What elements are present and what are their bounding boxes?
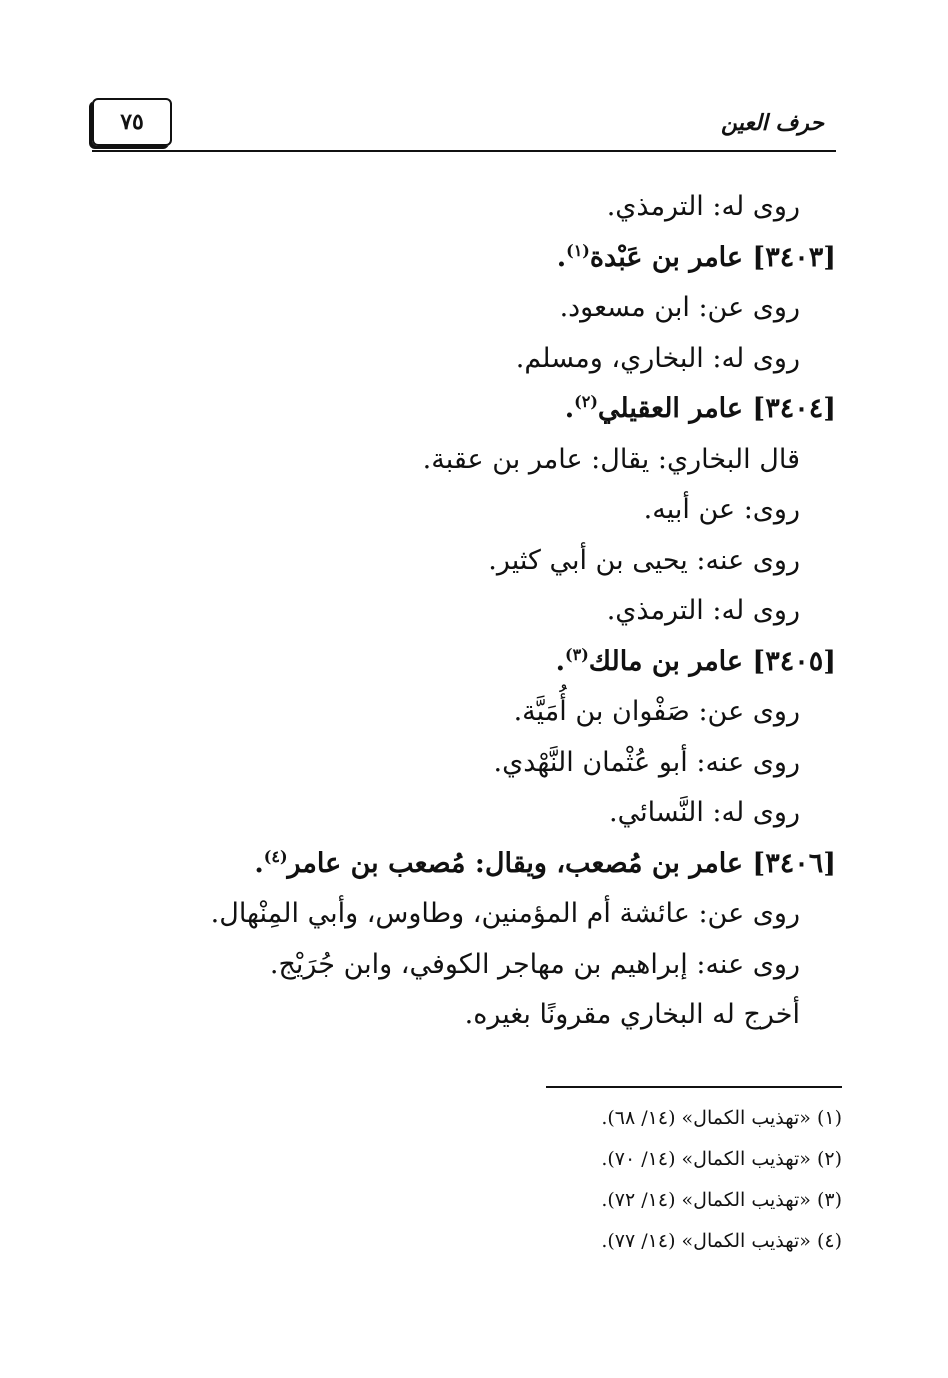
text-line: روى عن: صَفْوان بن أُمَيَّة. (513, 696, 800, 727)
running-head: حرف العين (720, 110, 824, 136)
footnote-separator (546, 1086, 842, 1088)
page-header (92, 96, 836, 152)
entry-heading: [٣٤٠٦] عامر بن مُصعب، ويقال: مُصعب بن عامر$^{(٤)}$. (254, 846, 836, 879)
text-line: روى عنه: يحيى بن أبي كثير. (488, 544, 800, 576)
footnote: (٣) «تهذيب الكمال» (١٤/ ٧٢). (601, 1189, 842, 1211)
footnote: (٤) «تهذيب الكمال» (١٤/ ٧٧). (601, 1230, 842, 1252)
header-rule (92, 150, 836, 152)
entry-heading: [٣٤٠٤] عامر العقيلي$^{(٢)}$. (564, 392, 836, 424)
footnote: (٢) «تهذيب الكمال» (١٤/ ٧٠). (601, 1148, 842, 1170)
text-line: روى عن: ابن مسعود. (559, 292, 800, 323)
text-line: قال البخاري: يقال: عامر بن عقبة. (422, 443, 800, 475)
text-line: روى له: البخاري، ومسلم. (515, 342, 800, 374)
text-line: روى عنه: أبو عُثْمان النَّهْدي. (493, 746, 800, 778)
page-number: ٧٥ (92, 98, 172, 146)
footnote: (١) «تهذيب الكمال» (١٤/ ٦٨). (601, 1107, 842, 1129)
text-line: روى له: الترمذي. (606, 191, 800, 222)
text-line: روى عن: عائشة أم المؤمنين، وطاوس، وأبي المِنْهال. (210, 898, 800, 929)
text-line: روى له: الترمذي. (606, 595, 800, 626)
entry-heading: [٣٤٠٣] عامر بن عَبْدة$^{(١)}$. (556, 240, 836, 273)
text-line: روى عنه: إبراهيم بن مهاجر الكوفي، وابن جُرَيْج. (269, 948, 800, 980)
footnotes (442, 1098, 842, 1262)
footnote-marker: (١) (566, 240, 590, 260)
footnote-marker: (٢) (574, 392, 598, 411)
footnote-marker: (٤) (263, 846, 288, 866)
text-line: روى له: النَّسائي. (609, 797, 800, 828)
footnote-marker: (٣) (565, 644, 589, 664)
text-line: روى: عن أبيه. (643, 494, 800, 525)
main-text (196, 182, 836, 1041)
entry-heading: [٣٤٠٥] عامر بن مالك$^{(٣)}$. (555, 644, 836, 677)
text-line: أخرج له البخاري مقرونًا بغيره. (464, 999, 800, 1030)
